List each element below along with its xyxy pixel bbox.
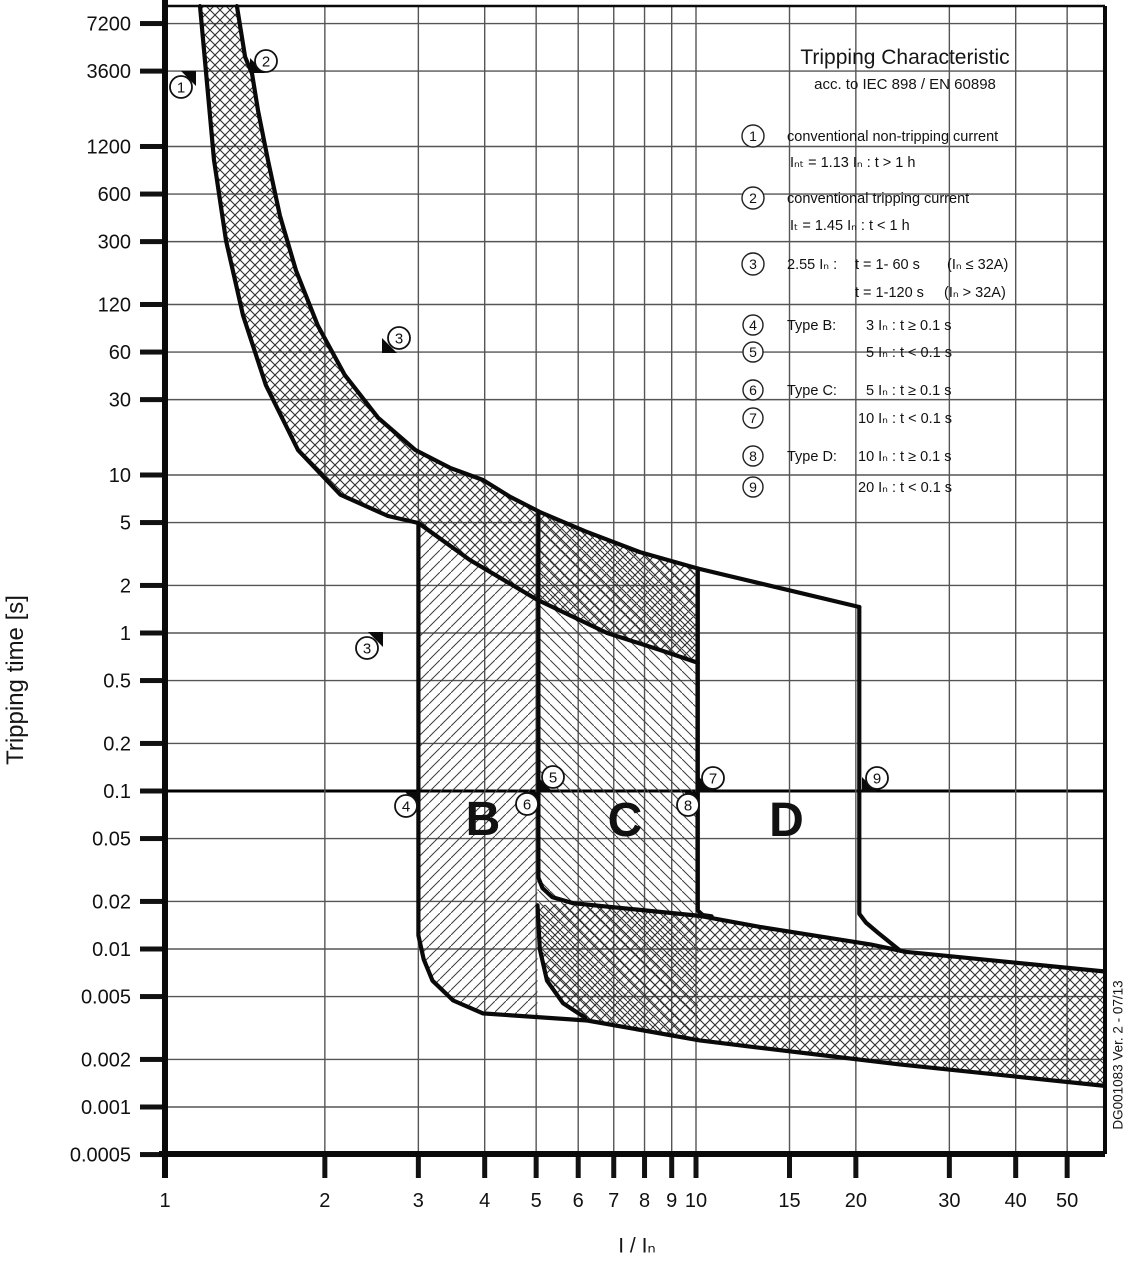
x-axis-label: I / Iₙ bbox=[618, 1234, 656, 1258]
type-d-upper-boundary bbox=[698, 569, 860, 608]
marker-number-7: 7 bbox=[708, 770, 718, 788]
x-tick-label: 5 bbox=[530, 1190, 542, 1212]
magnetic-band-fill bbox=[538, 903, 1105, 1086]
x-tick-label: 8 bbox=[638, 1190, 651, 1212]
y-tick-label: 0.02 bbox=[92, 891, 131, 914]
y-tick-label: 0.005 bbox=[80, 986, 131, 1009]
y-tick-label: 300 bbox=[97, 231, 131, 254]
legend-number-3: 3 bbox=[749, 256, 757, 272]
y-tick-label: 1200 bbox=[86, 136, 131, 159]
legend-number-2: 2 bbox=[749, 190, 757, 206]
marker-number-9: 9 bbox=[872, 770, 882, 788]
legend-number-4: 4 bbox=[749, 317, 757, 333]
legend-text: (Iₙ ≤ 32A) bbox=[947, 257, 1009, 273]
legend-text: 5 Iₙ : t < 0.1 s bbox=[866, 345, 952, 361]
y-tick-label: 0.1 bbox=[103, 781, 131, 803]
legend-number-6: 6 bbox=[749, 382, 757, 398]
x-tick-label: 40 bbox=[1004, 1190, 1027, 1212]
marker-number-1: 1 bbox=[176, 79, 186, 97]
document-id-vertical-text: DG001083 Ver. 2 - 07/13 bbox=[1110, 980, 1126, 1130]
legend-text: t = 1- 60 s bbox=[855, 257, 920, 273]
legend-text: Type B: bbox=[787, 318, 837, 334]
x-tick bbox=[416, 1154, 421, 1178]
marker-number-8: 8 bbox=[683, 797, 693, 815]
x-tick bbox=[576, 1154, 581, 1178]
x-tick-label: 6 bbox=[572, 1190, 584, 1212]
marker-number-3: 3 bbox=[394, 330, 404, 348]
x-tick bbox=[482, 1154, 487, 1178]
legend-number-5: 5 bbox=[749, 344, 757, 360]
type-c-right-boundary bbox=[698, 569, 712, 917]
legend-text: Iₜ = 1.45 Iₙ : t < 1 h bbox=[790, 218, 910, 234]
legend-number-7: 7 bbox=[749, 410, 757, 426]
x-tick-label: 50 bbox=[1056, 1190, 1079, 1212]
y-tick-label: 30 bbox=[108, 389, 131, 412]
y-tick-label: 0.001 bbox=[80, 1097, 131, 1119]
marker-number-4: 4 bbox=[401, 798, 411, 816]
y-tick-label: 0.01 bbox=[92, 939, 131, 961]
marker-number-5: 5 bbox=[548, 769, 558, 787]
legend-text: 2.55 Iₙ : bbox=[787, 257, 838, 273]
legend-text: 5 Iₙ : t ≥ 0.1 s bbox=[866, 383, 952, 399]
x-tick bbox=[669, 1154, 674, 1178]
legend-number-1: 1 bbox=[749, 128, 757, 144]
y-tick-label: 0.0005 bbox=[69, 1144, 131, 1167]
x-tick-label: 4 bbox=[479, 1190, 491, 1212]
y-tick-label: 2 bbox=[119, 575, 131, 598]
x-tick bbox=[787, 1154, 792, 1178]
x-tick bbox=[611, 1154, 616, 1178]
legend-text: (Iₙ > 32A) bbox=[944, 285, 1006, 301]
y-tick-label: 0.5 bbox=[103, 670, 131, 693]
legend-text: conventional tripping current bbox=[787, 191, 970, 207]
y-tick-label: 3600 bbox=[86, 61, 131, 84]
legend-text: 3 Iₙ : t ≥ 0.1 s bbox=[866, 318, 952, 334]
legend-text: conventional non-tripping current bbox=[787, 129, 999, 145]
chart-subtitle: acc. to IEC 898 / EN 60898 bbox=[814, 76, 996, 93]
legend-text: t = 1-120 s bbox=[855, 285, 924, 301]
y-tick-label: 7200 bbox=[86, 13, 131, 36]
legend-text: Iₙₜ = 1.13 Iₙ : t > 1 h bbox=[790, 155, 916, 171]
region-label-D: D bbox=[769, 793, 804, 847]
legend-number-9: 9 bbox=[749, 479, 757, 495]
x-tick bbox=[853, 1154, 858, 1178]
x-tick bbox=[1065, 1154, 1070, 1178]
x-tick bbox=[694, 1154, 699, 1178]
legend-text: Type D: bbox=[787, 449, 837, 465]
x-tick-label: 15 bbox=[778, 1190, 801, 1212]
legend-text: 10 Iₙ : t < 0.1 s bbox=[858, 411, 953, 427]
x-tick bbox=[1013, 1154, 1018, 1178]
x-tick-label: 3 bbox=[412, 1190, 424, 1212]
region-label-C: C bbox=[607, 793, 643, 847]
legend-text: 20 Iₙ : t < 0.1 s bbox=[858, 480, 953, 496]
region-label-B: B bbox=[465, 792, 501, 846]
x-tick bbox=[947, 1154, 952, 1178]
marker-number-2: 2 bbox=[261, 53, 271, 71]
y-tick-label: 60 bbox=[108, 342, 131, 365]
x-tick bbox=[322, 1154, 327, 1178]
legend-number-8: 8 bbox=[749, 448, 757, 464]
x-tick-label: 9 bbox=[666, 1190, 678, 1212]
y-axis-label: Tripping time [s] bbox=[2, 595, 29, 765]
y-tick-label: 600 bbox=[97, 184, 131, 207]
y-tick-label: 10 bbox=[108, 465, 131, 487]
x-tick-label: 30 bbox=[938, 1190, 961, 1212]
x-tick-label: 2 bbox=[319, 1190, 331, 1212]
x-tick-label: 10 bbox=[684, 1190, 708, 1212]
y-tick-label: 0.05 bbox=[92, 828, 131, 851]
legend-text: 10 Iₙ : t ≥ 0.1 s bbox=[858, 449, 952, 465]
type-b-region-fill bbox=[418, 523, 537, 1017]
x-tick bbox=[642, 1154, 647, 1178]
y-tick-label: 0.2 bbox=[103, 733, 131, 756]
legend-text: Type C: bbox=[787, 383, 837, 399]
y-tick-label: 120 bbox=[97, 294, 131, 317]
x-tick-label: 20 bbox=[844, 1190, 867, 1212]
y-tick-label: 0.002 bbox=[80, 1049, 131, 1072]
marker-number-3: 3 bbox=[362, 640, 372, 658]
x-tick-label: 1 bbox=[159, 1190, 171, 1212]
y-tick-label: 5 bbox=[119, 512, 131, 535]
chart-title: Tripping Characteristic bbox=[800, 46, 1010, 69]
x-tick bbox=[534, 1154, 539, 1178]
y-tick-label: 1 bbox=[119, 623, 131, 645]
x-tick-label: 7 bbox=[608, 1190, 620, 1212]
marker-number-6: 6 bbox=[522, 796, 532, 814]
